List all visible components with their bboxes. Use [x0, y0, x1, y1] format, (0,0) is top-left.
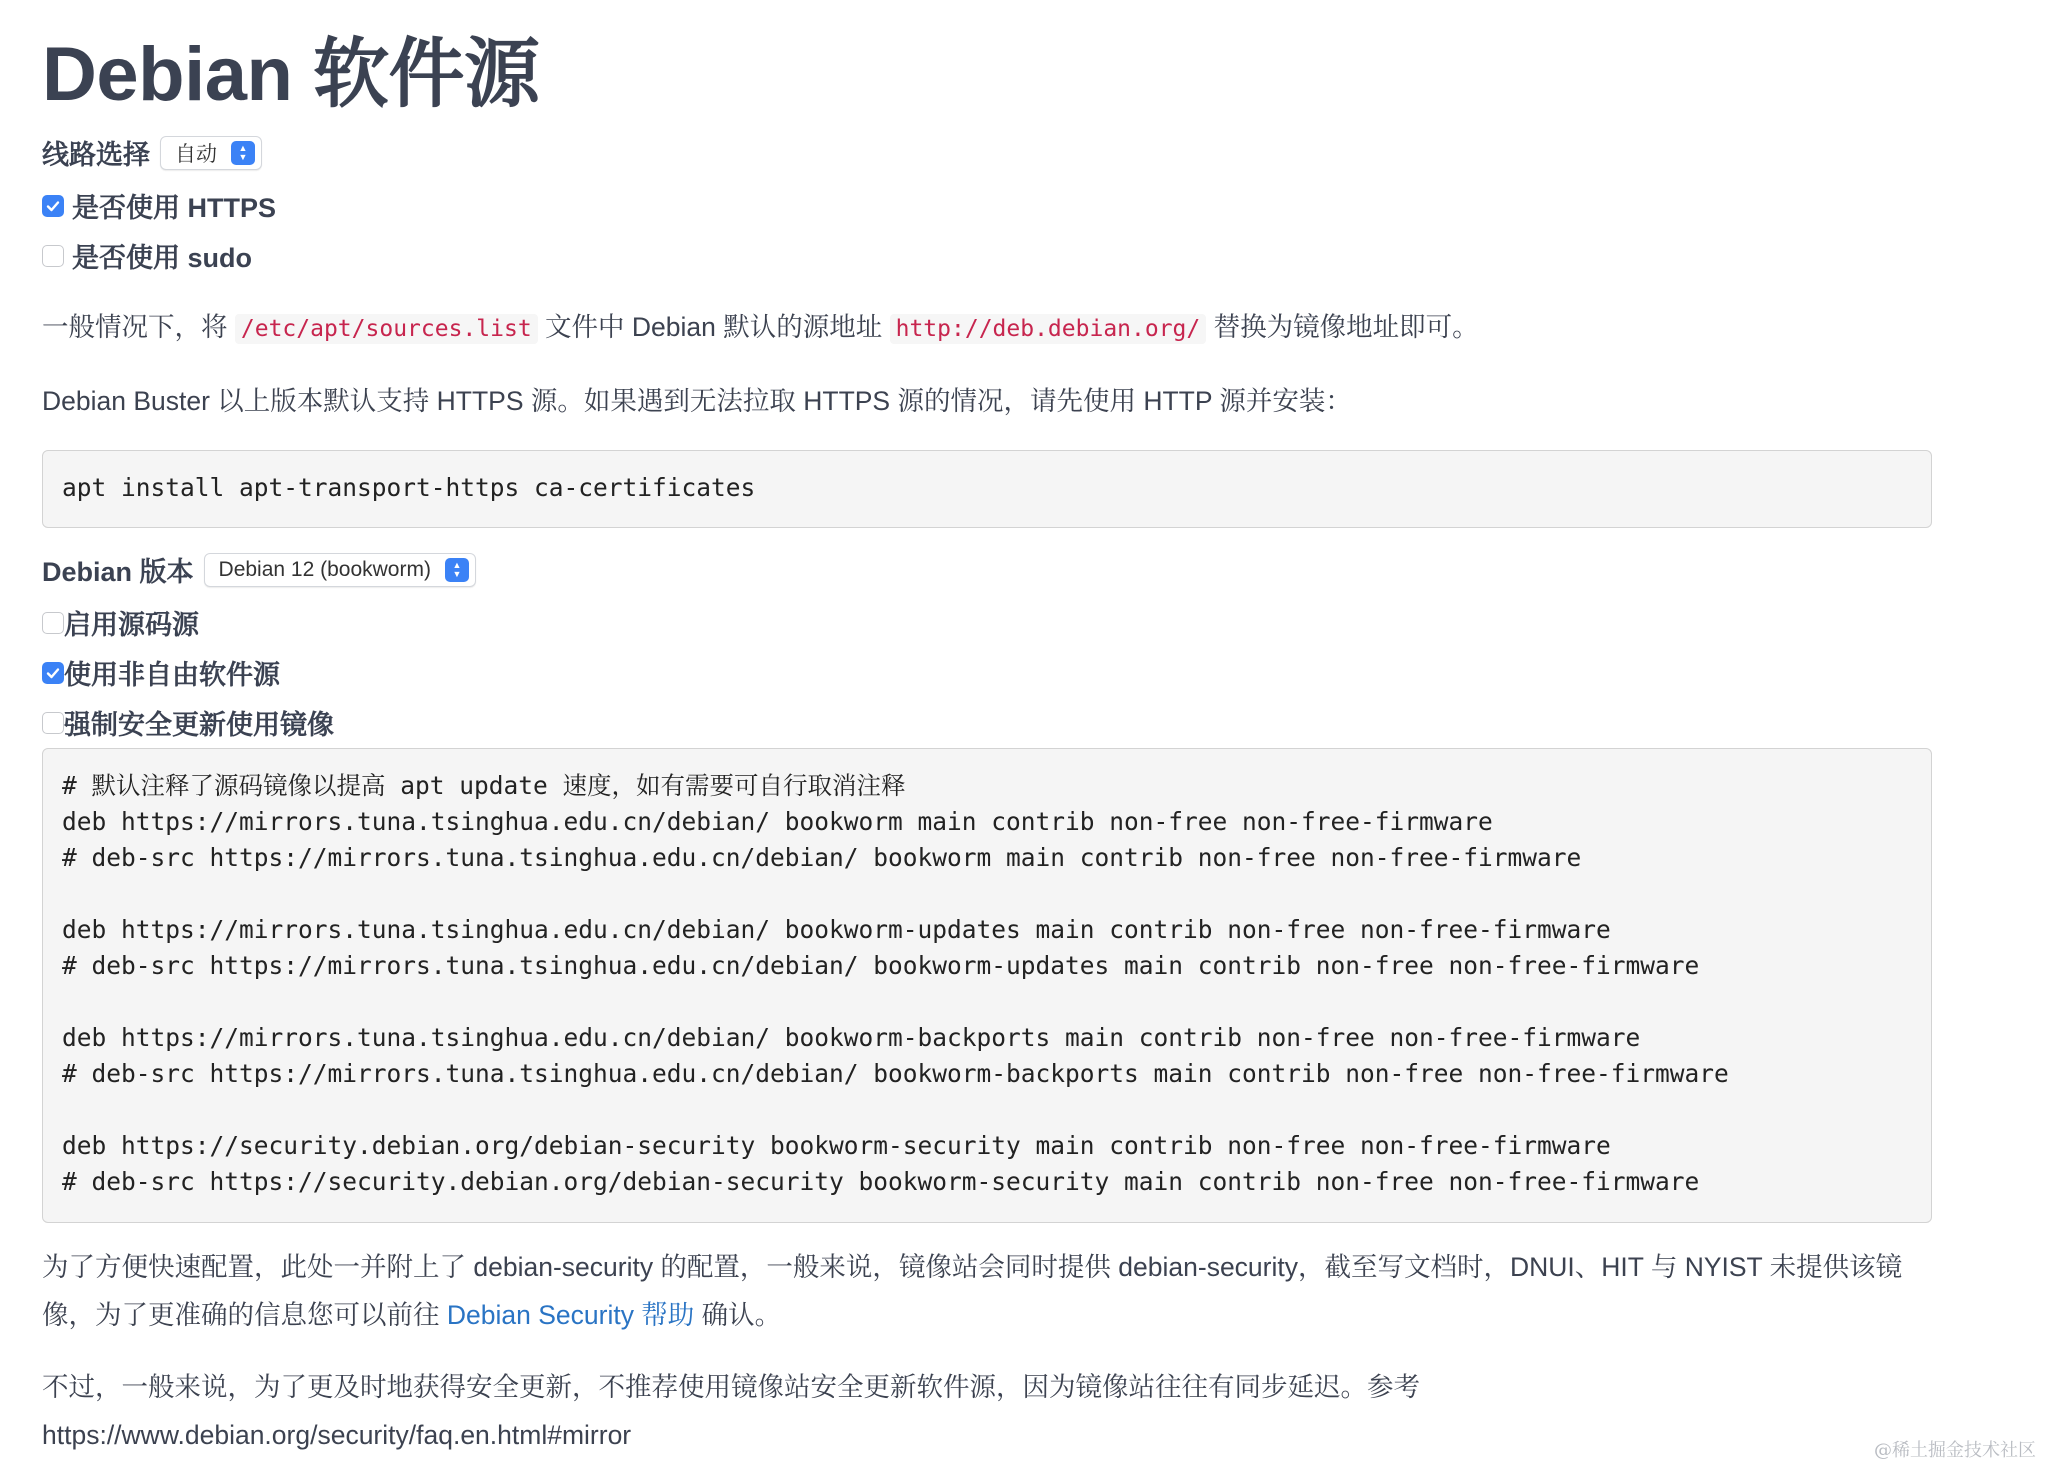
nonfree-checkbox[interactable]: [42, 662, 64, 684]
security-note-end: 确认。: [694, 1300, 782, 1330]
sudo-checkbox[interactable]: [42, 245, 64, 267]
intro-text-3: 替换为镜像地址即可。: [1206, 312, 1479, 342]
route-select-value: 自动: [175, 142, 217, 166]
route-label: 线路选择: [42, 140, 150, 170]
https-checkbox[interactable]: [42, 195, 64, 217]
delay-note: [42, 1363, 1420, 1459]
sudo-label: 是否使用 sudo: [72, 243, 252, 273]
watermark: @稀土掘金技术社区: [1874, 1440, 2036, 1461]
https-note: Debian Buster 以上版本默认支持 HTTPS 源。如果遇到无法拉取 HTTPS 源的情况，请先使用 HTTP 源并安装：: [42, 386, 1352, 416]
source-checkbox[interactable]: [42, 612, 64, 634]
intro-paragraph: [42, 303, 1479, 353]
security-note: [42, 1243, 1932, 1339]
https-label: 是否使用 HTTPS: [72, 193, 277, 223]
sudo-option[interactable]: [42, 236, 252, 275]
version-row: [42, 550, 476, 589]
install-command-block[interactable]: apt install apt-transport-https ca-certificates: [42, 450, 1932, 528]
version-select[interactable]: [204, 553, 476, 587]
delay-note-line1: 不过，一般来说，为了更及时地获得安全更新，不推荐使用镜像站安全更新软件源，因为镜像站往往有同步延迟。参考: [42, 1372, 1420, 1402]
nonfree-option[interactable]: [42, 653, 280, 692]
version-select-value: Debian 12 (bookworm): [218, 557, 431, 581]
page-title: Debian 软件源: [42, 32, 540, 117]
security-note-text: 为了方便快速配置，此处一并附上了 debian-security 的配置，一般来说，镜像站会同时提供 debian-security，截至写文档时，DNUI、HIT 与 NYIST 未提供该镜像，为了更准确的信息您可以前往: [42, 1252, 1903, 1330]
select-chevron-icon: ▲ ▼: [231, 141, 255, 165]
https-option[interactable]: [42, 186, 276, 225]
debian-security-help-link[interactable]: Debian Security 帮助: [446, 1300, 695, 1330]
nonfree-label: 使用非自由软件源: [64, 660, 280, 690]
source-option[interactable]: [42, 603, 199, 642]
default-source-url: http://deb.debian.org/: [890, 314, 1207, 344]
source-label: 启用源码源: [64, 610, 199, 640]
sources-list-block[interactable]: # 默认注释了源码镜像以提高 apt update 速度，如有需要可自行取消注释 deb https://mirrors.tuna.tsinghua.edu.cn/debian/ bookworm main contrib non-free non-free-firmware # deb-src https://mirrors.tuna.tsinghua.edu.cn/debian/ bookworm main contrib non-free non-free-firmware deb https://mirrors.tuna.tsinghua.edu.cn/debian/ bookworm-updates main contrib non-free non-free-firmware # deb-src https://mirrors.tuna.tsinghua.edu.cn/debian/ bookworm-updates main contrib non-free non-free-firmware deb https://mirrors.tuna.tsinghua.edu.cn/debian/ bookworm-backports main contrib non-free non-free-firmware # deb-src https://mirrors.tuna.tsinghua.edu.cn/debian/ bookworm-backports main contrib non-free non-free-firmware deb https://security.debian.org/debian-security bookworm-security main contrib non-free non-free-firmware # deb-src https://security.debian.org/debian-security bookworm-security main contrib non-free non-free-firmware: [42, 748, 1932, 1223]
select-chevron-icon: ▲ ▼: [445, 558, 469, 582]
checkmark-icon: [45, 665, 61, 681]
security-mirror-option[interactable]: [42, 703, 334, 742]
security-mirror-label: 强制安全更新使用镜像: [64, 710, 334, 740]
sources-list-path: /etc/apt/sources.list: [235, 314, 538, 344]
intro-text-1: 一般情况下，将: [42, 312, 235, 342]
route-row: [42, 133, 262, 172]
checkmark-icon: [45, 198, 61, 214]
version-label: Debian 版本: [42, 557, 194, 587]
security-faq-url: https://www.debian.org/security/faq.en.html#mirror: [42, 1420, 632, 1450]
intro-text-2: 文件中 Debian 默认的源地址: [537, 312, 890, 342]
route-select[interactable]: [160, 136, 262, 170]
security-mirror-checkbox[interactable]: [42, 712, 64, 734]
